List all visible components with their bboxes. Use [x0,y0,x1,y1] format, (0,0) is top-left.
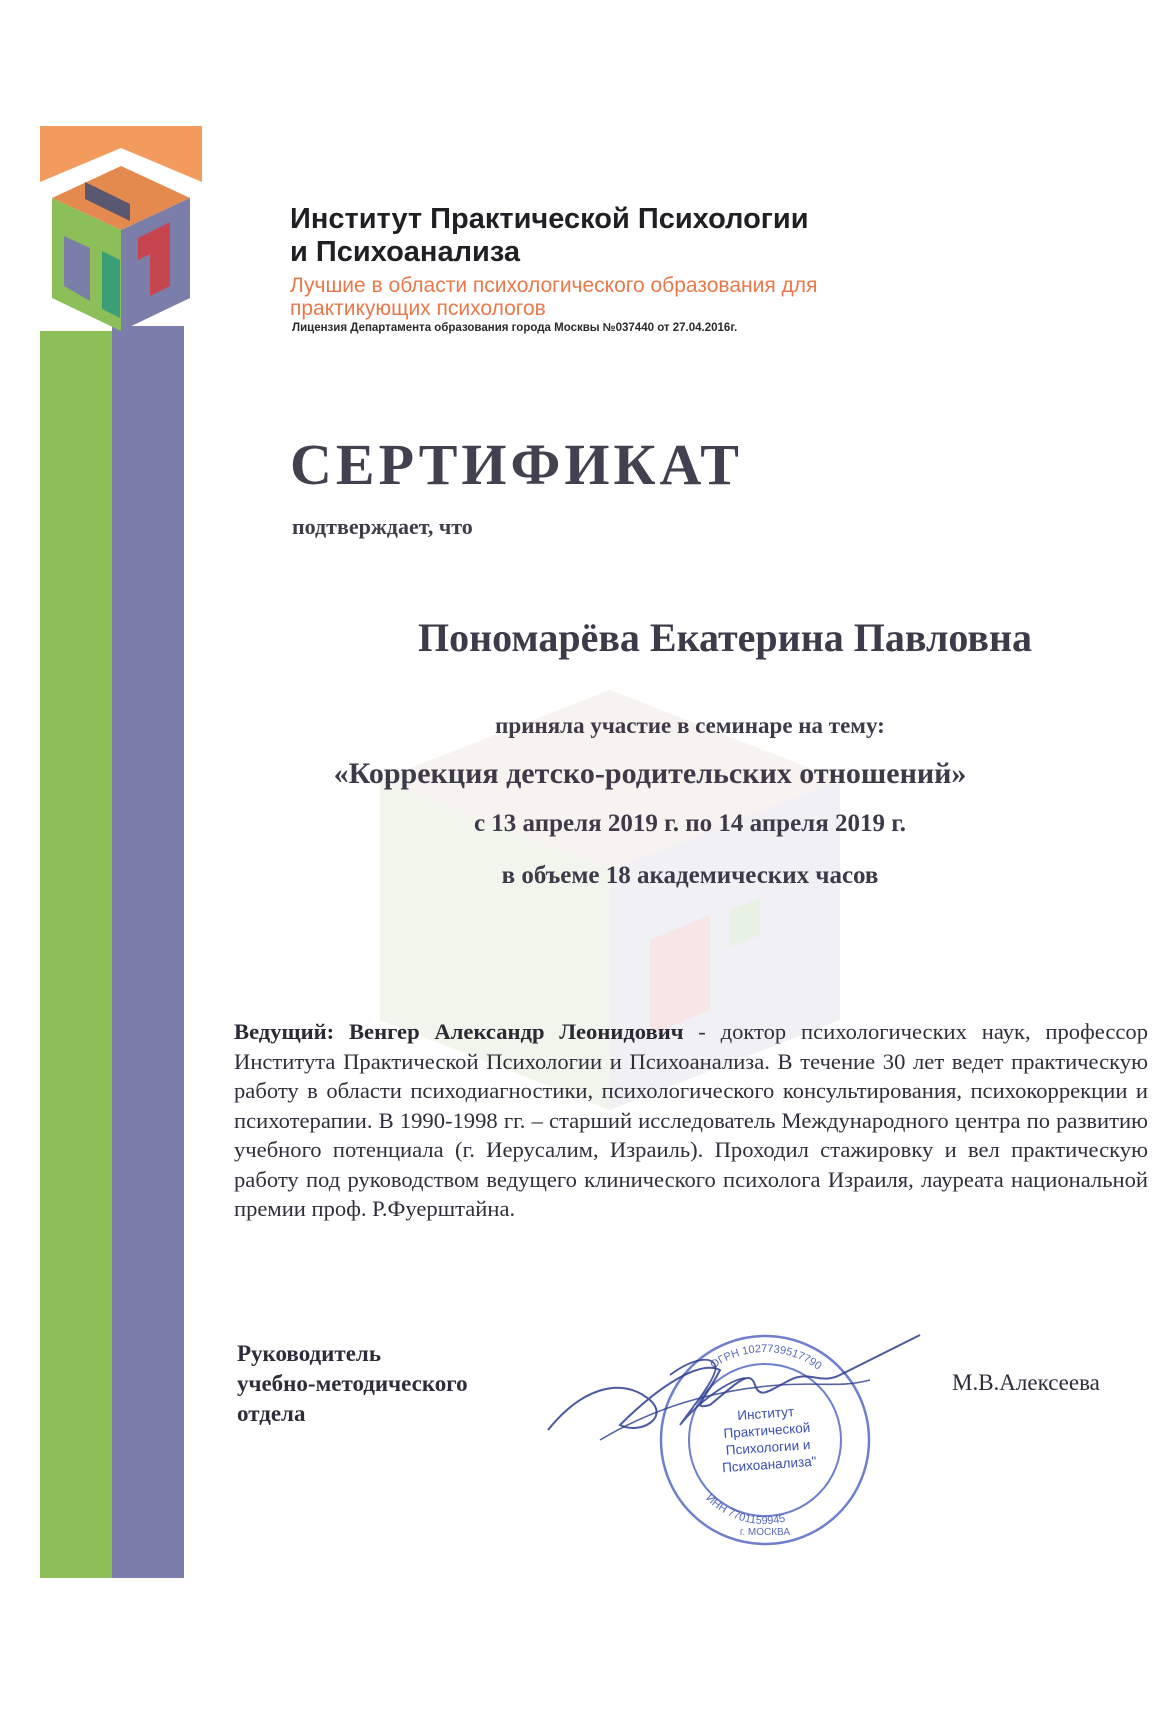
signatory-role-line1: Руководитель [237,1341,381,1366]
stamp-ogrn: ОГРН 1027739517790 [708,1342,824,1373]
stamp-center-line2: Практической [723,1420,811,1442]
institute-logo-icon [52,166,190,331]
license-text: Лицензия Департамента образования города Москвы №037440 от 27.04.2016г. [292,322,738,334]
signatory-role-line3: отдела [237,1401,306,1426]
organization-name-line2: и Психоанализа [290,236,520,268]
seminar-volume: в объеме 18 академических часов [501,862,879,889]
stamp-center-line4: Психоанализа" [721,1453,817,1476]
handwritten-signature [540,1330,930,1470]
decorative-stripes [40,126,202,1578]
stamp-center-line1: Институт [736,1404,795,1424]
lecturer-description: - доктор психологических наук, профессор Института Практической Психологии и Психоанализа. В течение 30 лет ведет практическую работу в области психодиагностики, психологического консультирования, психокоррекции и психотерапии. В 1990-1998 гг. – старший исследователь Международного центра по развитию учебного потенциала (г. Иерусалим, Израиль). Проходил стажировку и вел практическую работу под руководством ведущего клинического психолога Израиля, лауреата национальной премии проф. Р.Фуерштайна. [234,1019,1148,1221]
lecturer-bio [234,1017,1148,1224]
recipient-name: Пономарёва Екатерина Павловна [417,615,1033,660]
seminar-topic: «Коррекция детско-родительских отношений» [333,757,967,790]
stamp-city: г. МОСКВА [739,1527,791,1538]
organization-tagline-line1: Лучшие в области психологического образования для [290,274,818,297]
certificate-title: СЕРТИФИКАТ [290,432,743,497]
stamp-inn: ИНН 7701159945 [703,1492,787,1528]
signatory-role [237,1339,468,1429]
signatory-name: М.В.Алексеева [952,1370,1100,1395]
lecturer-label: Ведущий: [234,1019,335,1044]
participation-text: приняла участие в семинаре на тему: [495,713,885,738]
stamp-center-line3: Психологии и [725,1437,811,1458]
seminar-dates: с 13 апреля 2019 г. по 14 апреля 2019 г. [473,810,907,837]
signatory-role-line2: учебно-методического [237,1371,468,1396]
lecturer-name: Венгер Александр Леонидович [348,1019,684,1044]
organization-tagline-line2: практикующих психологов [290,297,546,320]
organization-name-line1: Институт Практической Психологии [290,203,809,235]
svg-text:ИНН 7701159945 [703,1492,786,1527]
confirms-text: подтверждает, что [292,514,473,539]
